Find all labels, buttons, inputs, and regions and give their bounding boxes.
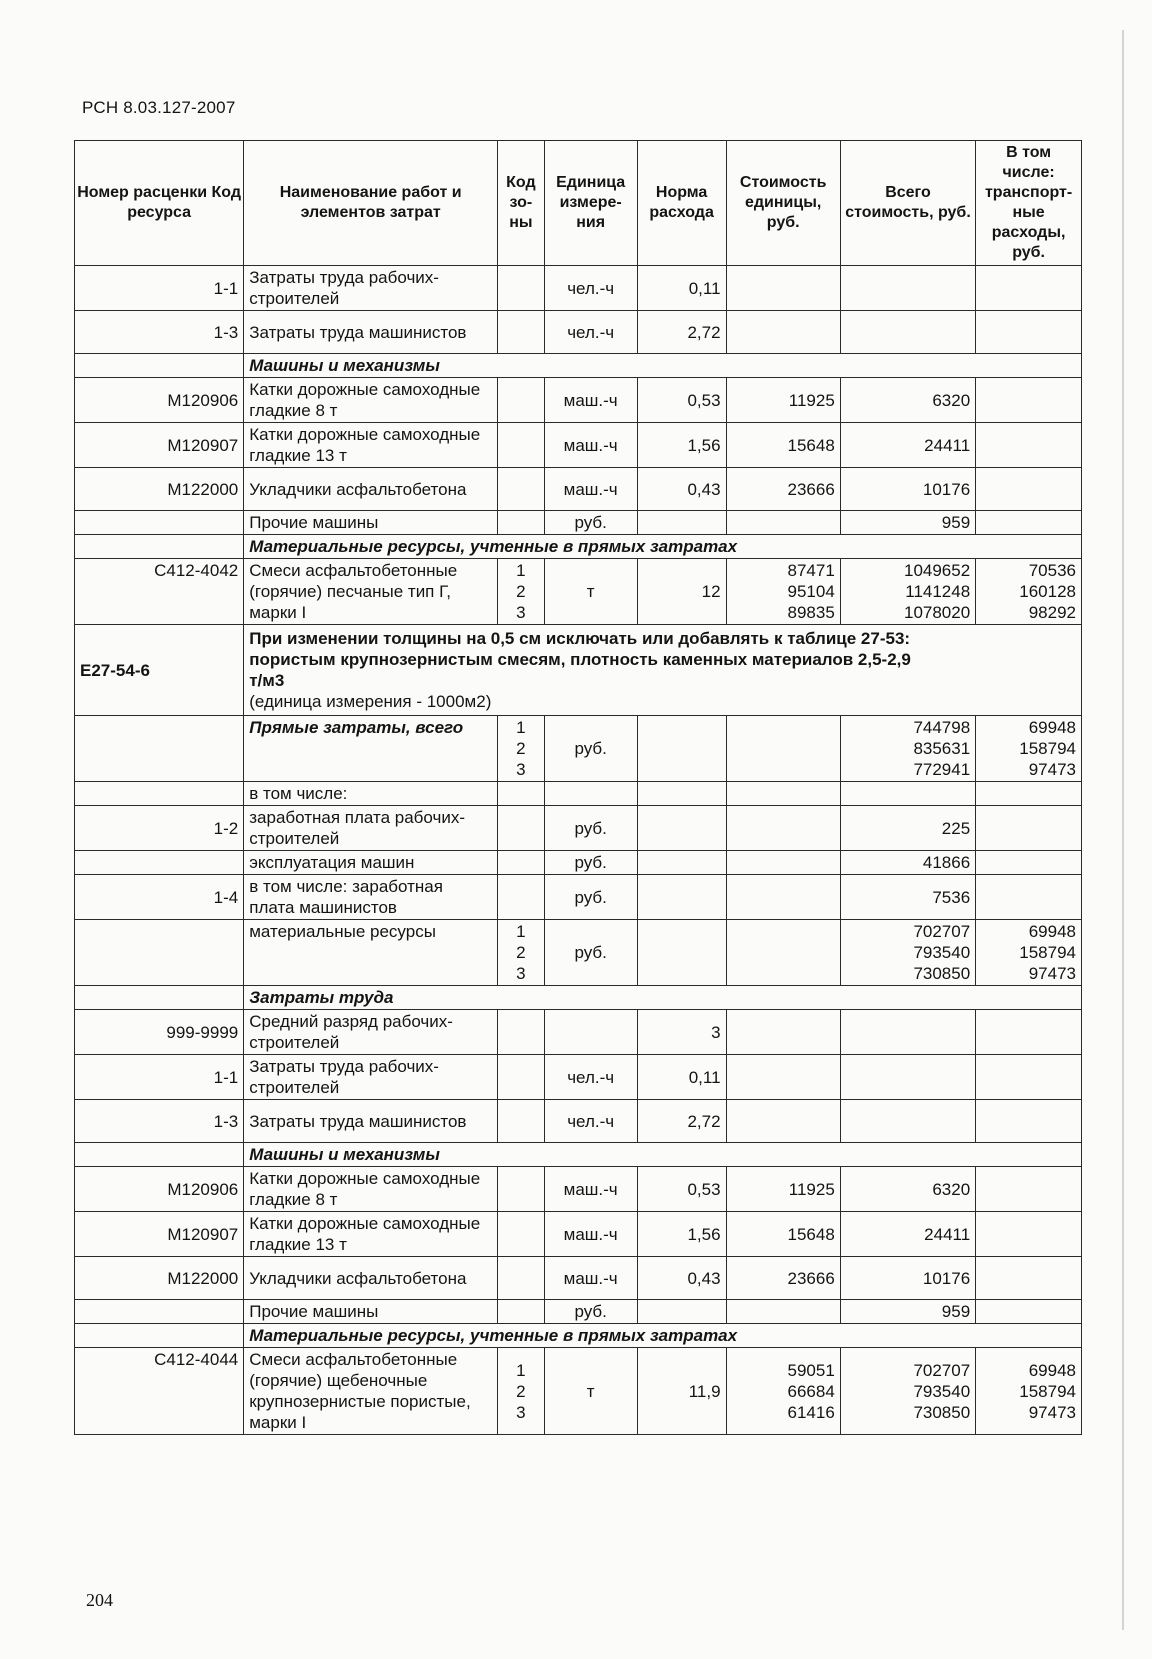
column-header: Наименование работ и элементов затрат: [244, 141, 498, 266]
unit-cell: руб.: [544, 716, 637, 782]
table-row: [75, 1348, 1082, 1435]
section-title: Материальные ресурсы, учтенные в прямых затратах: [244, 1324, 1082, 1348]
norm-cell: 11,9: [637, 1348, 726, 1435]
unit-price: 23666: [726, 468, 840, 511]
unit-cell: т: [544, 1348, 637, 1435]
rate-code: Е27-54-6: [75, 625, 244, 716]
total-cost: 730850: [913, 964, 971, 983]
resource-code: 1-2: [75, 806, 244, 851]
rate-title-line: т/м3: [249, 671, 285, 690]
section-row: [75, 1324, 1082, 1348]
transport-cost: 69948: [1028, 922, 1076, 941]
section-title: Затраты труда: [244, 986, 1082, 1010]
item-name: заработная плата рабочих-строителей: [244, 806, 498, 851]
column-header: Номер расценки Код ресурса: [75, 141, 244, 266]
zone-code: 1: [516, 718, 526, 737]
unit-price: 59051: [787, 1360, 835, 1380]
table-row: [75, 875, 1082, 920]
total-cost: 1141248: [905, 582, 971, 601]
total-cost: 1078020: [903, 603, 971, 622]
page-edge-line: [1122, 30, 1124, 1630]
page-number: 204: [86, 1590, 113, 1610]
unit-cell: т: [544, 559, 637, 625]
resource-code: М120907: [75, 423, 244, 468]
item-name: в том числе: заработная плата машинистов: [244, 875, 498, 920]
transport-cost: 97473: [1028, 1402, 1076, 1422]
price-table: [74, 140, 1082, 1435]
rate-unit-note: (единица измерения - 1000м2): [249, 692, 492, 711]
section-title: Машины и механизмы: [244, 354, 1082, 378]
unit-cell: руб.: [544, 806, 637, 851]
unit-cell: руб.: [544, 1300, 637, 1324]
column-header: В том числе: транспорт- ные расходы, руб.: [976, 141, 1082, 266]
unit-price: 11925: [726, 378, 840, 423]
unit-cell: чел.-ч: [544, 1055, 637, 1100]
total-cost: 10176: [840, 468, 975, 511]
transport-cost: 98292: [1028, 603, 1076, 622]
resource-code: С412-4044: [75, 1348, 244, 1435]
total-cost: 793540: [913, 943, 971, 962]
column-header: Всего стоимость, руб.: [840, 141, 975, 266]
norm-cell: 1,56: [637, 1212, 726, 1257]
table-row: [75, 1212, 1082, 1257]
column-header: Норма расхода: [637, 141, 726, 266]
resource-code: М120906: [75, 1167, 244, 1212]
total-cost: 225: [840, 806, 975, 851]
norm-cell: 0,53: [637, 378, 726, 423]
section-title: Машины и механизмы: [244, 1143, 1082, 1167]
item-name: Затраты труда машинистов: [244, 1100, 498, 1143]
norm-cell: 0,11: [637, 266, 726, 311]
transport-cost: 70536: [1028, 561, 1076, 580]
table-header-row: [75, 141, 1082, 266]
resource-code: М120907: [75, 1212, 244, 1257]
resource-code: 1-4: [75, 875, 244, 920]
total-cost: 744798: [913, 718, 971, 737]
total-cost: 730850: [913, 1402, 971, 1422]
total-cost: 702707: [913, 922, 971, 941]
resource-code: 1-3: [75, 1100, 244, 1143]
table-row: [75, 378, 1082, 423]
column-header: Стоимость единицы, руб.: [726, 141, 840, 266]
table-row: [75, 1300, 1082, 1324]
item-name: Прочие машины: [244, 511, 498, 535]
item-name: Смеси асфальтобетонные (горячие) щебеночные крупнозернистые пористые, марки I: [244, 1348, 498, 1435]
zone-code: 2: [516, 943, 526, 962]
table-row: [75, 1257, 1082, 1300]
resource-code: 1-1: [75, 266, 244, 311]
unit-price: 11925: [726, 1167, 840, 1212]
total-cost: 959: [840, 1300, 975, 1324]
zone-code: 2: [516, 582, 526, 601]
norm-cell: 0,43: [637, 1257, 726, 1300]
zone-code: 1: [516, 922, 526, 941]
table-row: [75, 559, 1082, 625]
norm-cell: 3: [637, 1010, 726, 1055]
item-name: Прочие машины: [244, 1300, 498, 1324]
unit-cell: маш.-ч: [544, 1167, 637, 1212]
norm-cell: 0,53: [637, 1167, 726, 1212]
unit-price: 89835: [787, 603, 835, 622]
resource-code: 1-1: [75, 1055, 244, 1100]
item-name: Катки дорожные самоходные гладкие 13 т: [244, 1212, 498, 1257]
norm-cell: 0,43: [637, 468, 726, 511]
transport-cost: 97473: [1028, 964, 1076, 983]
table-row: [75, 1055, 1082, 1100]
norm-cell: 2,72: [637, 311, 726, 354]
unit-cell: маш.-ч: [544, 1257, 637, 1300]
transport-cost: 158794: [1019, 1381, 1076, 1401]
unit-price: 87471: [787, 561, 835, 580]
total-cost: 24411: [840, 423, 975, 468]
zone-code: 1: [516, 561, 526, 580]
unit-cell: руб.: [544, 851, 637, 875]
item-name: Катки дорожные самоходные гладкие 13 т: [244, 423, 498, 468]
table-row: [75, 806, 1082, 851]
transport-cost: 69948: [1028, 1360, 1076, 1380]
table-row: [75, 920, 1082, 986]
unit-price: 23666: [726, 1257, 840, 1300]
total-cost: 702707: [913, 1360, 971, 1380]
document-header: РСН 8.03.127-2007: [82, 98, 236, 117]
unit-cell: маш.-ч: [544, 423, 637, 468]
norm-cell: 1,56: [637, 423, 726, 468]
norm-cell: 12: [637, 559, 726, 625]
resource-code: 999-9999: [75, 1010, 244, 1055]
zone-code: 3: [516, 760, 526, 779]
unit-cell: чел.-ч: [544, 311, 637, 354]
table-row: [75, 1167, 1082, 1212]
item-name: Затраты труда рабочих-строителей: [244, 1055, 498, 1100]
unit-cell: руб.: [544, 875, 637, 920]
resource-code: С412-4042: [75, 559, 244, 625]
resource-code: М120906: [75, 378, 244, 423]
unit-price: 66684: [787, 1381, 835, 1401]
item-name: Смеси асфальтобетонные (горячие) песчаные тип Г, марки I: [244, 559, 498, 625]
table-row: [75, 782, 1082, 806]
total-cost: 772941: [913, 760, 971, 779]
item-name: Катки дорожные самоходные гладкие 8 т: [244, 378, 498, 423]
zone-code: 2: [516, 739, 526, 758]
total-cost: 959: [840, 511, 975, 535]
item-name: материальные ресурсы: [244, 920, 498, 986]
unit-cell: руб.: [544, 920, 637, 986]
column-header: Единица измере- ния: [544, 141, 637, 266]
unit-cell: маш.-ч: [544, 1212, 637, 1257]
total-cost: 793540: [913, 1381, 971, 1401]
table-row: [75, 311, 1082, 354]
item-name: в том числе:: [244, 782, 498, 806]
resource-code: М122000: [75, 1257, 244, 1300]
total-cost: 24411: [840, 1212, 975, 1257]
table-row: [75, 423, 1082, 468]
total-cost: 1049652: [903, 561, 971, 580]
table-row: [75, 1100, 1082, 1143]
total-cost: 41866: [840, 851, 975, 875]
table-row: [75, 851, 1082, 875]
norm-cell: 0,11: [637, 1055, 726, 1100]
unit-cell: чел.-ч: [544, 266, 637, 311]
unit-cell: маш.-ч: [544, 378, 637, 423]
zone-code: 3: [516, 964, 526, 983]
unit-cell: маш.-ч: [544, 468, 637, 511]
zone-code: 1: [516, 1360, 526, 1380]
table-row: [75, 468, 1082, 511]
section-row: [75, 986, 1082, 1010]
section-row: [75, 1143, 1082, 1167]
column-header: Код зо- ны: [498, 141, 545, 266]
item-name: Катки дорожные самоходные гладкие 8 т: [244, 1167, 498, 1212]
table-row: [75, 1010, 1082, 1055]
zone-code: 2: [516, 1381, 526, 1401]
item-name: Укладчики асфальтобетона: [244, 468, 498, 511]
table-row: [75, 716, 1082, 782]
norm-cell: 2,72: [637, 1100, 726, 1143]
unit-price: 95104: [787, 582, 835, 601]
section-title: Материальные ресурсы, учтенные в прямых затратах: [244, 535, 1082, 559]
transport-cost: 97473: [1028, 760, 1076, 779]
total-cost: 835631: [913, 739, 971, 758]
zone-code: 3: [516, 603, 526, 622]
total-cost: 6320: [840, 1167, 975, 1212]
item-name: Затраты труда машинистов: [244, 311, 498, 354]
rate-title-line: При изменении толщины на 0,5 см исключать или добавлять к таблице 27-53:: [249, 629, 911, 648]
section-row: [75, 354, 1082, 378]
transport-cost: 158794: [1019, 943, 1076, 962]
transport-cost: 69948: [1028, 718, 1076, 737]
transport-cost: 160128: [1019, 582, 1076, 601]
item-name: Средний разряд рабочих-строителей: [244, 1010, 498, 1055]
transport-cost: 158794: [1019, 739, 1076, 758]
unit-cell: чел.-ч: [544, 1100, 637, 1143]
total-cost: 6320: [840, 378, 975, 423]
item-name: эксплуатация машин: [244, 851, 498, 875]
unit-cell: руб.: [544, 511, 637, 535]
unit-price: 61416: [787, 1402, 835, 1422]
table-row: [75, 511, 1082, 535]
unit-price: 15648: [726, 1212, 840, 1257]
item-name: Укладчики асфальтобетона: [244, 1257, 498, 1300]
zone-code: 3: [516, 1402, 526, 1422]
resource-code: 1-3: [75, 311, 244, 354]
rate-heading-row: [75, 625, 1082, 716]
section-row: [75, 535, 1082, 559]
table-row: [75, 266, 1082, 311]
total-cost: 7536: [840, 875, 975, 920]
item-name: Затраты труда рабочих-строителей: [244, 266, 498, 311]
unit-price: 15648: [726, 423, 840, 468]
rate-title-line: пористым крупнозернистым смесям, плотность каменных материалов 2,5-2,9: [249, 650, 911, 669]
item-name: Прямые затраты, всего: [244, 716, 498, 782]
resource-code: М122000: [75, 468, 244, 511]
total-cost: 10176: [840, 1257, 975, 1300]
